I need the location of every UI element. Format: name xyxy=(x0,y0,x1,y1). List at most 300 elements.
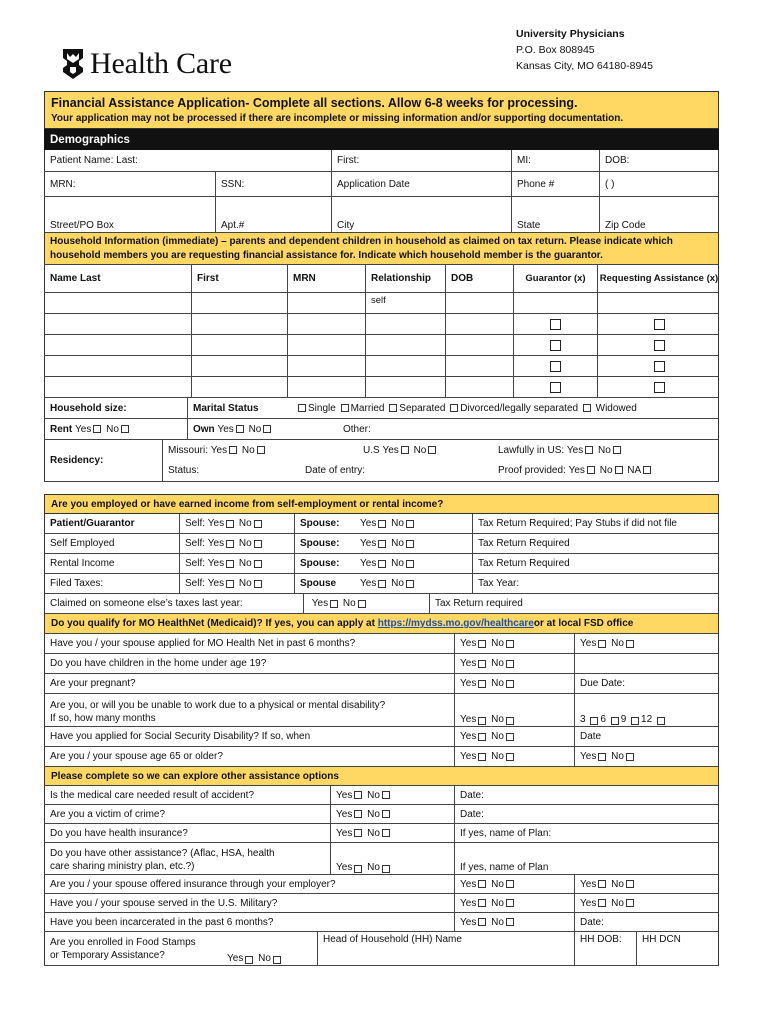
q6-spouse-yes-checkbox[interactable] xyxy=(598,753,606,761)
medicaid-answer xyxy=(454,727,574,746)
spouse-no-checkbox[interactable] xyxy=(406,520,414,528)
q5-yes-checkbox[interactable] xyxy=(478,733,486,741)
medicaid-extra xyxy=(574,747,720,766)
missouri-option xyxy=(168,445,363,456)
apt-field[interactable]: Apt.# xyxy=(215,197,331,232)
q1-spouse-no-checkbox[interactable] xyxy=(626,640,634,648)
household-cell[interactable] xyxy=(445,314,513,334)
q5-no-checkbox[interactable] xyxy=(506,733,514,741)
other-q7: Have you been incarcerated in the past 6 months? xyxy=(50,916,274,928)
o5-no-checkbox[interactable] xyxy=(506,880,514,888)
household-cell[interactable] xyxy=(287,335,365,355)
medicaid-q6: Are you / your spouse age 65 or older? xyxy=(50,751,223,762)
household-size-row xyxy=(44,398,719,419)
guarantor-checkbox[interactable] xyxy=(550,382,561,393)
o2-no-label: No xyxy=(367,808,380,820)
medicaid-question xyxy=(45,727,454,746)
spouse-label: Spouse xyxy=(294,574,354,593)
last-name-field[interactable]: Patient Name: Last: xyxy=(50,155,138,166)
household-cell[interactable] xyxy=(445,356,513,376)
ssn-field[interactable]: SSN: xyxy=(215,172,331,196)
rent-yes-label: Yes xyxy=(75,423,92,435)
q6-no-label: No xyxy=(491,751,504,762)
tax-return-required-label: Tax Return required xyxy=(429,594,720,613)
rent-no-label: No xyxy=(106,423,119,435)
self-yes-checkbox[interactable] xyxy=(226,520,234,528)
logo-text: Health Care xyxy=(90,47,232,80)
lawful-no-checkbox[interactable] xyxy=(613,446,621,454)
household-cell[interactable] xyxy=(365,314,445,334)
employment-note: Tax Return Required; Pay Stubs if did not file xyxy=(472,514,720,533)
medicaid-question xyxy=(45,654,454,673)
household-cell[interactable] xyxy=(597,314,720,334)
months-6-checkbox[interactable] xyxy=(611,717,619,725)
other-question xyxy=(45,913,454,931)
requesting-checkbox[interactable] xyxy=(654,382,665,393)
first-name-field[interactable]: First: xyxy=(331,150,511,171)
residency-label: Residency: xyxy=(50,455,104,466)
divorced-checkbox[interactable] xyxy=(450,404,458,412)
spouse-yes-checkbox[interactable] xyxy=(378,540,386,548)
entry-date-field[interactable]: Date of entry: xyxy=(305,465,366,477)
o5-spouse-yes-label: Yes xyxy=(580,878,597,890)
spouse-no-label: No xyxy=(391,518,404,529)
o3-yes-checkbox[interactable] xyxy=(354,829,362,837)
o6-spouse-yes-label: Yes xyxy=(580,897,597,909)
guarantor-checkbox[interactable] xyxy=(550,361,561,372)
own-no-checkbox[interactable] xyxy=(263,425,271,433)
q3-yes-label: Yes xyxy=(460,678,477,689)
widowed-checkbox[interactable] xyxy=(583,404,591,412)
household-cell[interactable] xyxy=(365,293,445,313)
employment-row xyxy=(44,574,719,594)
self-yes-label: Yes xyxy=(207,558,225,569)
requesting-checkbox[interactable] xyxy=(654,319,665,330)
demo-row-ids xyxy=(44,172,719,197)
household-cell[interactable] xyxy=(45,356,191,376)
other-q6: Have you / your spouse served in the U.S. Military? xyxy=(50,897,278,909)
q4-no-label: No xyxy=(491,714,504,725)
separated-checkbox[interactable] xyxy=(389,404,397,412)
q1-spouse-yes-checkbox[interactable] xyxy=(598,640,606,648)
o1-yes-label: Yes xyxy=(336,789,353,801)
self-no-checkbox[interactable] xyxy=(254,520,262,528)
o5-spouse-no-label: No xyxy=(611,878,624,890)
q1-yes-checkbox[interactable] xyxy=(478,640,486,648)
other-question xyxy=(45,843,330,874)
self-options xyxy=(179,514,294,533)
proof-na-checkbox[interactable] xyxy=(643,466,651,474)
rent-yes-checkbox[interactable] xyxy=(93,425,101,433)
us-no-checkbox[interactable] xyxy=(428,446,436,454)
medicaid-row xyxy=(44,634,719,654)
own-option xyxy=(187,419,339,439)
q4-yes-checkbox[interactable] xyxy=(478,717,486,725)
medicaid-question xyxy=(45,674,454,693)
o2-no-checkbox[interactable] xyxy=(382,810,390,818)
spouse-yes-label: Yes xyxy=(360,578,377,589)
household-cell[interactable] xyxy=(191,293,287,313)
o6-spouse-no-label: No xyxy=(611,897,624,909)
household-cell[interactable] xyxy=(597,293,720,313)
other-q4a: Do you have other assistance? (Aflac, HSA, health xyxy=(50,848,275,859)
food-stamps-row xyxy=(44,932,719,966)
medicaid-header xyxy=(44,614,719,634)
q2-no-checkbox[interactable] xyxy=(506,660,514,668)
household-member-row xyxy=(44,314,719,335)
housing-row xyxy=(44,419,719,440)
own-yes-checkbox[interactable] xyxy=(236,425,244,433)
household-cell[interactable] xyxy=(191,356,287,376)
other-answer xyxy=(454,913,574,931)
other-housing-field[interactable]: Other: xyxy=(343,423,371,435)
other-question xyxy=(45,894,454,912)
other-question xyxy=(45,786,330,804)
zip-field[interactable]: Zip Code xyxy=(599,197,720,232)
hh-dob-field[interactable]: HH DOB: xyxy=(574,932,636,965)
medicaid-answer xyxy=(454,634,574,653)
employment-row xyxy=(44,534,719,554)
plan-name-field[interactable]: If yes, name of Plan: xyxy=(460,827,552,839)
o8-yes-checkbox[interactable] xyxy=(245,956,253,964)
spouse-yes-checkbox[interactable] xyxy=(378,560,386,568)
other-extra xyxy=(574,875,720,893)
household-cell[interactable] xyxy=(513,377,597,397)
married-checkbox[interactable] xyxy=(341,404,349,412)
spouse-no-label: No xyxy=(391,538,404,549)
o3-yes-label: Yes xyxy=(336,827,353,839)
household-cell[interactable] xyxy=(513,314,597,334)
spouse-no-label: No xyxy=(391,558,404,569)
months-12-checkbox[interactable] xyxy=(657,717,665,725)
q5-yes-label: Yes xyxy=(460,731,477,742)
o7-no-label: No xyxy=(491,916,504,928)
self-yes-label: Yes xyxy=(207,538,225,549)
rent-option xyxy=(45,419,187,439)
o6-no-checkbox[interactable] xyxy=(506,899,514,907)
us-no-label: No xyxy=(413,444,427,456)
medicaid-extra xyxy=(574,694,720,726)
q6-spouse-no-label: No xyxy=(611,751,624,762)
o4-no-checkbox[interactable] xyxy=(382,865,390,873)
household-cell[interactable] xyxy=(45,377,191,397)
other-header: Please complete so we can explore other assistance options xyxy=(44,767,719,786)
own-no-label: No xyxy=(248,423,262,435)
q1-spouse-yes-label: Yes xyxy=(580,638,597,649)
us-yes-checkbox[interactable] xyxy=(401,446,409,454)
o3-no-checkbox[interactable] xyxy=(382,829,390,837)
medicaid-rows xyxy=(44,634,719,767)
q6-spouse-no-checkbox[interactable] xyxy=(626,753,634,761)
col-first: First xyxy=(191,265,287,292)
residency-line2 xyxy=(168,465,720,476)
medicaid-header-text: Do you qualify for MO HealthNet (Medicaid)? If yes, you can apply at xyxy=(51,618,375,629)
address-line2: Kansas City, MO 64180-8945 xyxy=(516,60,653,72)
self-yes-label: Yes xyxy=(207,518,225,529)
o5-no-label: No xyxy=(491,878,504,890)
medicaid-answer xyxy=(454,654,574,673)
separated-label: Separated xyxy=(399,402,446,414)
months-9-checkbox[interactable] xyxy=(631,717,639,725)
medicaid-row xyxy=(44,654,719,674)
q1-no-label: No xyxy=(491,638,504,649)
household-cell[interactable] xyxy=(445,377,513,397)
spouse-no-checkbox[interactable] xyxy=(406,580,414,588)
self-no-checkbox[interactable] xyxy=(254,540,262,548)
q6-spouse-yes-label: Yes xyxy=(580,751,597,762)
o7-no-checkbox[interactable] xyxy=(506,918,514,926)
mi-field[interactable]: MI: xyxy=(511,150,599,171)
months-3-checkbox[interactable] xyxy=(590,717,598,725)
o5-yes-checkbox[interactable] xyxy=(478,880,486,888)
medicaid-q2: Do you have children in the home under age 19? xyxy=(50,658,267,669)
status-field[interactable]: Status: xyxy=(168,465,200,477)
self-yes-checkbox[interactable] xyxy=(226,560,234,568)
o6-spouse-yes-checkbox[interactable] xyxy=(598,899,606,907)
food-stamps-answer xyxy=(222,932,317,965)
phone-field[interactable]: Phone # xyxy=(511,172,599,196)
household-cell[interactable] xyxy=(513,293,597,313)
household-cell[interactable] xyxy=(513,356,597,376)
q2-yes-label: Yes xyxy=(460,658,477,669)
household-cell[interactable] xyxy=(45,335,191,355)
requesting-checkbox[interactable] xyxy=(654,361,665,372)
claimed-no-label: No xyxy=(342,598,356,609)
other-q8a: Are you enrolled in Food Stamps xyxy=(50,936,196,948)
other-answer xyxy=(454,875,574,893)
self-no-label: No xyxy=(238,538,252,549)
household-cell[interactable] xyxy=(365,356,445,376)
accident-date-field[interactable]: Date: xyxy=(460,789,484,801)
medicaid-question xyxy=(45,634,454,653)
o1-no-checkbox[interactable] xyxy=(382,791,390,799)
col-guarantor: Guarantor (x) xyxy=(513,265,597,292)
months-3-label: 3 xyxy=(580,714,586,725)
self-no-checkbox[interactable] xyxy=(254,560,262,568)
household-cell[interactable] xyxy=(365,377,445,397)
form-title: Financial Assistance Application- Complete all sections. Allow 6-8 weeks for processing. xyxy=(51,96,578,110)
guarantor-checkbox[interactable] xyxy=(550,319,561,330)
household-cell[interactable] xyxy=(445,293,513,313)
o5-spouse-yes-checkbox[interactable] xyxy=(598,880,606,888)
self-no-label: No xyxy=(238,518,252,529)
self-no-label: No xyxy=(238,558,252,569)
medicaid-q5: Have you applied for Social Security Disability? If so, when xyxy=(50,731,311,742)
title-block xyxy=(44,91,719,129)
lawful-label: Lawfully in US: xyxy=(498,444,565,456)
employment-note: Tax Return Required xyxy=(472,554,720,573)
self-label: Self: xyxy=(185,518,206,529)
missouri-yes-checkbox[interactable] xyxy=(229,446,237,454)
medicaid-row xyxy=(44,727,719,747)
self-label: Self: xyxy=(185,558,206,569)
dob-field[interactable]: DOB: xyxy=(599,150,720,171)
other-question xyxy=(45,875,454,893)
other-row xyxy=(44,894,719,913)
other-extra xyxy=(454,843,720,874)
spouse-no-checkbox[interactable] xyxy=(406,560,414,568)
q6-no-checkbox[interactable] xyxy=(506,753,514,761)
employment-note: Tax Year: xyxy=(472,574,720,593)
single-checkbox[interactable] xyxy=(298,404,306,412)
q2-no-label: No xyxy=(491,658,504,669)
other-answer xyxy=(330,824,454,842)
state-field[interactable]: State xyxy=(511,197,599,232)
other-row xyxy=(44,913,719,932)
proof-label: Proof provided: xyxy=(498,465,566,477)
claimed-no-checkbox[interactable] xyxy=(358,600,366,608)
o6-spouse-no-checkbox[interactable] xyxy=(626,899,634,907)
household-member-row xyxy=(44,356,719,377)
q2-yes-checkbox[interactable] xyxy=(478,660,486,668)
proof-yes-checkbox[interactable] xyxy=(587,466,595,474)
rent-no-checkbox[interactable] xyxy=(121,425,129,433)
household-cell[interactable] xyxy=(191,377,287,397)
household-cell[interactable] xyxy=(445,335,513,355)
other-row xyxy=(44,843,719,875)
lawful-yes-checkbox[interactable] xyxy=(585,446,593,454)
ssd-date-field[interactable]: Date xyxy=(580,731,602,742)
household-cell[interactable] xyxy=(513,335,597,355)
household-cell[interactable] xyxy=(45,314,191,334)
medicaid-header-tail: or at local FSD office xyxy=(533,618,634,629)
o5-yes-label: Yes xyxy=(460,878,477,890)
self-yes-checkbox[interactable] xyxy=(226,580,234,588)
other-extra xyxy=(574,894,720,912)
other-answer xyxy=(330,805,454,823)
own-yes-label: Yes xyxy=(217,423,234,435)
medicaid-extra xyxy=(574,634,720,653)
demo-row-name xyxy=(44,150,719,172)
household-cell[interactable] xyxy=(365,335,445,355)
missouri-no-checkbox[interactable] xyxy=(257,446,265,454)
application-date-field[interactable]: Application Date xyxy=(331,172,511,196)
demo-row-address xyxy=(44,197,719,233)
spouse-no-label: No xyxy=(391,578,404,589)
other-question xyxy=(45,805,330,823)
household-cell[interactable] xyxy=(287,356,365,376)
city-field[interactable]: City xyxy=(331,197,511,232)
self-label: Self: xyxy=(185,578,206,589)
col-name-last: Name Last xyxy=(50,273,101,284)
household-cell[interactable] xyxy=(45,293,191,313)
medicaid-q4b: If so, how many months xyxy=(50,713,156,724)
proof-no-checkbox[interactable] xyxy=(615,466,623,474)
household-cell[interactable] xyxy=(597,356,720,376)
proof-yes-label: Yes xyxy=(568,465,585,477)
other-row xyxy=(44,786,719,805)
medicaid-answer xyxy=(454,674,574,693)
form-subtitle: Your application may not be processed if there are incomplete or missing information and/or supporting documentation. xyxy=(51,113,624,124)
o2-yes-checkbox[interactable] xyxy=(354,810,362,818)
other-extra xyxy=(574,913,720,931)
street-field[interactable]: Street/PO Box xyxy=(50,220,114,231)
col-relationship: Relationship xyxy=(365,265,445,292)
self-yes-checkbox[interactable] xyxy=(226,540,234,548)
missouri-label: Missouri: xyxy=(168,444,209,456)
guarantor-checkbox[interactable] xyxy=(550,340,561,351)
q3-yes-checkbox[interactable] xyxy=(478,680,486,688)
spouse-yes-checkbox[interactable] xyxy=(378,520,386,528)
due-date-field[interactable]: Due Date: xyxy=(580,678,626,689)
o8-yes-label: Yes xyxy=(227,953,244,964)
o7-yes-checkbox[interactable] xyxy=(478,918,486,926)
household-cell[interactable] xyxy=(287,314,365,334)
o5-spouse-no-checkbox[interactable] xyxy=(626,880,634,888)
other-question xyxy=(45,824,330,842)
incarceration-date-field[interactable]: Date: xyxy=(580,916,604,928)
spouse-no-checkbox[interactable] xyxy=(406,540,414,548)
q3-no-checkbox[interactable] xyxy=(506,680,514,688)
self-options xyxy=(179,534,294,553)
proof-na-label: NA xyxy=(627,465,642,477)
other-answer xyxy=(330,786,454,804)
other-q8b: or Temporary Assistance? xyxy=(50,949,165,961)
spouse-yes-label: Yes xyxy=(360,558,377,569)
requesting-checkbox[interactable] xyxy=(654,340,665,351)
household-cell[interactable] xyxy=(287,377,365,397)
spouse-options xyxy=(354,554,472,573)
medicaid-answer xyxy=(454,747,574,766)
food-stamps-question xyxy=(45,932,222,965)
crime-date-field[interactable]: Date: xyxy=(460,808,484,820)
other-answer xyxy=(330,843,454,874)
mrn-field[interactable]: MRN: xyxy=(50,178,76,190)
own-label: Own xyxy=(193,423,215,435)
claimed-yes-checkbox[interactable] xyxy=(330,600,338,608)
other-row xyxy=(44,805,719,824)
employment-label: Self Employed xyxy=(50,538,115,549)
org-name: University Physicians xyxy=(516,28,625,40)
q1-no-checkbox[interactable] xyxy=(506,640,514,648)
hh-name-field[interactable]: Head of Household (HH) Name xyxy=(317,932,574,965)
o1-no-label: No xyxy=(367,789,380,801)
hh-dcn-field[interactable]: HH DCN xyxy=(636,932,720,965)
household-cell[interactable] xyxy=(597,377,720,397)
household-cell[interactable] xyxy=(287,293,365,313)
o6-yes-label: Yes xyxy=(460,897,477,909)
medicaid-q3: Are your pregnant? xyxy=(50,678,136,689)
claimed-options xyxy=(303,594,429,613)
spouse-options xyxy=(354,574,472,593)
demographics-header: Demographics xyxy=(44,129,719,150)
o8-no-checkbox[interactable] xyxy=(273,956,281,964)
relationship-self: self xyxy=(371,295,386,306)
medicaid-link[interactable]: https://mydss.mo.gov/healthcare xyxy=(377,618,534,629)
q4-no-checkbox[interactable] xyxy=(506,717,514,725)
proof-option xyxy=(498,465,653,476)
household-info: Household Information (immediate) – parents and dependent children in household as claimed on tax return. Please indicate which household members you are requesting financial assistance for. Indicate which household member is the guarantor. xyxy=(44,233,719,265)
col-mrn: MRN xyxy=(287,265,365,292)
q6-yes-checkbox[interactable] xyxy=(478,753,486,761)
self-no-checkbox[interactable] xyxy=(254,580,262,588)
spouse-yes-label: Yes xyxy=(360,518,377,529)
o1-yes-checkbox[interactable] xyxy=(354,791,362,799)
q1-yes-label: Yes xyxy=(460,638,477,649)
other-plan-field[interactable]: If yes, name of Plan xyxy=(460,862,549,873)
household-cell[interactable] xyxy=(597,335,720,355)
spouse-yes-checkbox[interactable] xyxy=(378,580,386,588)
months-12-label: 12 xyxy=(641,714,653,725)
household-cell[interactable] xyxy=(191,314,287,334)
o6-yes-checkbox[interactable] xyxy=(478,899,486,907)
household-cell[interactable] xyxy=(191,335,287,355)
medicaid-q1: Have you / your spouse applied for MO Health Net in past 6 months? xyxy=(50,638,356,649)
phone-area-code[interactable]: ( ) xyxy=(599,172,720,196)
medicaid-question xyxy=(45,694,454,726)
lawful-no-label: No xyxy=(598,444,611,456)
o4-yes-checkbox[interactable] xyxy=(354,865,362,873)
